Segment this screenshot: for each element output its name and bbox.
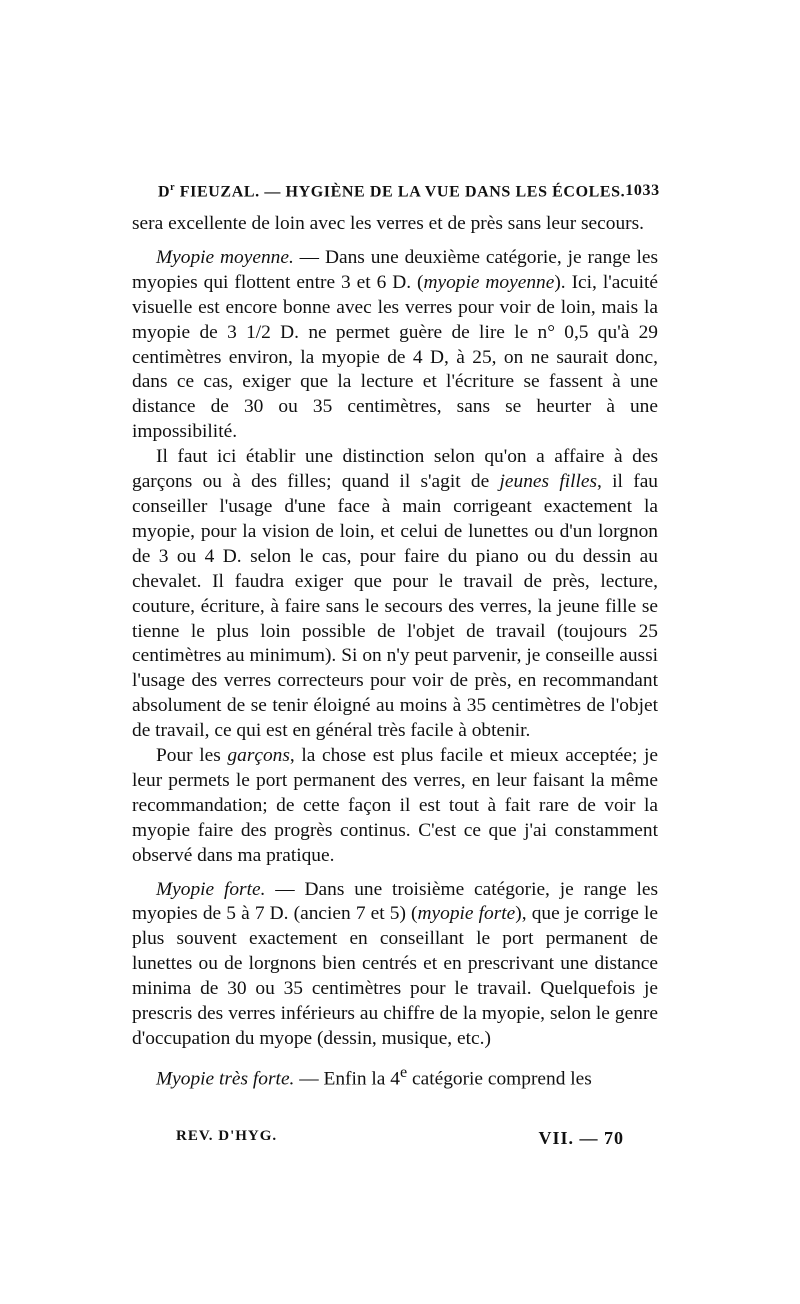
paragraph-text: ). Ici, l'acuité visuelle est encore bonne avec les verres pour voir de loin, mais la myopie de 3 1/2 D. ne permet guère de lire le n° 0,5 qu'à 29 centimètres environ, la myopie de 4 D, à 25, on ne saurait donc, dans ce cas, exiger que la lecture et l'écriture se fassent à une distance de 30 ou 35 centimètres, sans se heurter à une impossibilité.: [132, 271, 658, 443]
page-number: 1033: [625, 182, 660, 199]
header-title-text: FIEUZAL. — HYGIÈNE DE LA VUE DANS LES ÉCOLES.: [175, 183, 626, 201]
footer-journal: REV. D'HYG.: [176, 1128, 278, 1144]
page-footer: [176, 1128, 624, 1149]
paragraph-distinction: [132, 445, 658, 744]
section-title-myopie-moyenne: Myopie moyenne.: [156, 246, 294, 268]
header-author: D: [158, 183, 171, 201]
italic-term: garçons: [227, 745, 290, 767]
italic-term: jeunes filles: [499, 471, 598, 493]
paragraph-text: — Dans une deuxième catégorie, je range les myopies qui flottent entre 3 et 6 D. (: [132, 246, 659, 293]
italic-term: myopie moyenne: [423, 271, 555, 293]
paragraph-myopie-moyenne: [132, 246, 658, 445]
section-title-myopie-tres-forte: Myopie très forte.: [156, 1068, 295, 1090]
paragraph-myopie-tres-forte: [132, 1061, 658, 1092]
header-title: [158, 182, 625, 201]
paragraph-text: ), que je corrige le plus souvent exactement en conseillant le port permanent de lunettes ou de lorgnons bien centrés et en prescrivant une distance minima de 30 ou 35 centimètres pour le travail. Quelquefois je prescris des verres inférieurs au chiffre de la myopie, selon le genre d'occupation du myope (dessin, musique, etc.): [132, 903, 658, 1049]
paragraph-text: — Dans une troisième catégorie, je range les myopies de 5 à 7 D. (ancien 7 et 5) (: [132, 878, 658, 925]
header-author-sup: r: [170, 182, 176, 193]
section-title-myopie-forte: Myopie forte.: [156, 878, 266, 900]
paragraph-text: catégorie comprend les: [407, 1068, 592, 1090]
paragraph-garcons: [132, 744, 658, 869]
paragraph-myopie-forte: [132, 878, 658, 1052]
paragraph-text: , la chose est plus facile et mieux acceptée; je leur permets le port permanent des verres, en leur faisant la même recommandation; de cette façon il est tout à fait rare de voir la myopie faire des progrès continus. C'est ce que j'ai constamment observé dans ma pratique.: [132, 745, 658, 866]
body-text: [132, 212, 658, 1092]
ordinal-sup: e: [399, 1063, 408, 1081]
paragraph-text: Pour les: [156, 745, 228, 767]
paragraph-text: sera excellente de loin avec les verres et de près sans leur secours.: [132, 213, 645, 234]
footer-signature: VII. — 70: [538, 1128, 624, 1148]
paragraph-text: Il faut ici établir une distinction selon qu'on a affaire à des garçons ou à des filles; quand il s'agit de: [132, 446, 658, 493]
paragraph-continuation: [132, 212, 658, 237]
running-header: [158, 182, 658, 201]
paragraph-text: — Enfin la 4: [294, 1068, 400, 1090]
paragraph-text: , il fau conseiller l'usage d'une face à main corrigeant exactement la myopie, pour la vision de loin, et celui de lunettes ou d'un lorgnon de 3 ou 4 D. selon le cas, pour faire du piano ou du dessin au chevalet. Il faudra exiger que pour le travail de près, lecture, couture, écriture, à faire sans le secours des verres, la jeune fille se tienne le plus loin possible de l'objet de travail (toujours 25 centimètres au minimum). Si on n'y peut parvenir, je conseille aussi l'usage des verres correcteurs pour voir de près, en recommandant absolument de se tenir éloigné au moins à 35 centimètres de l'objet de travail, ce qui est en général très facile à obtenir.: [132, 471, 658, 742]
italic-term: myopie forte: [417, 903, 516, 925]
